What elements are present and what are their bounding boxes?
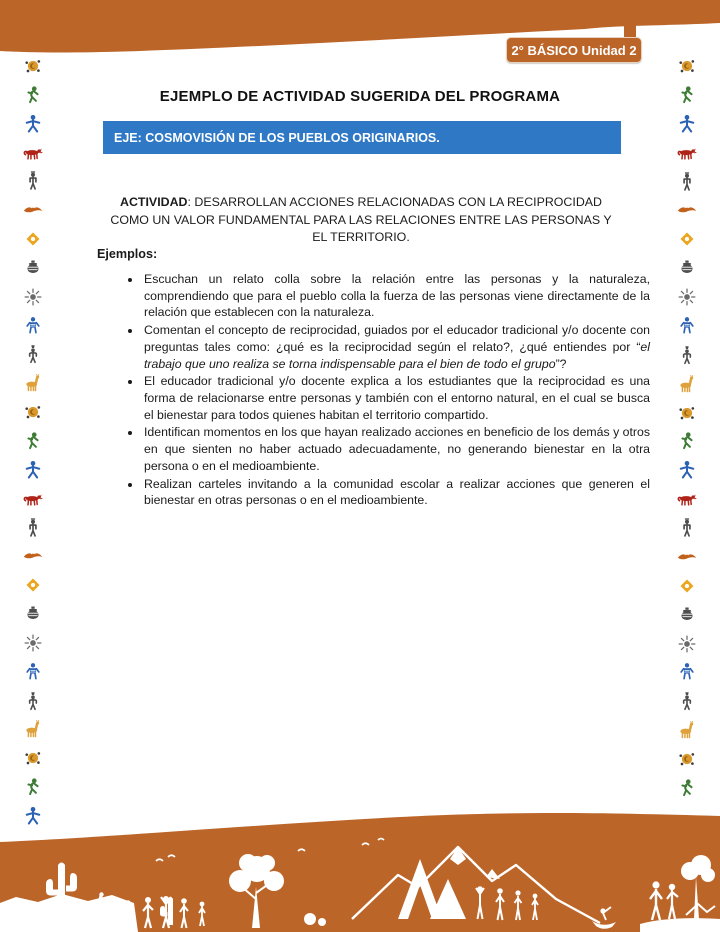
llama-icon bbox=[23, 719, 43, 739]
blue-mask-figure-icon bbox=[677, 662, 697, 682]
sun-symbol-icon bbox=[23, 56, 43, 76]
standing-person-icon bbox=[23, 518, 43, 538]
blue-figure-icon bbox=[677, 460, 697, 480]
sun-rays-icon bbox=[677, 287, 697, 307]
llama-icon bbox=[677, 720, 697, 740]
diamond-flower-icon bbox=[677, 576, 697, 596]
example-bullet: • Identifican momentos en los que hayan realizado acciones en beneficio de los demás y otros en que sienten no haber actuado adecuadamente, no generando bienestar en la otra persona o en el medioambiente. bbox=[142, 424, 650, 474]
blue-figure-icon bbox=[677, 114, 697, 134]
sun-rays-icon bbox=[23, 287, 43, 307]
person-with-jar-icon bbox=[677, 691, 697, 711]
eje-banner: EJE: COSMOVISIÓN DE LOS PUEBLOS ORIGINARIOS. bbox=[103, 121, 621, 154]
diamond-flower-icon bbox=[23, 229, 43, 249]
green-dancer-icon bbox=[23, 777, 43, 797]
rocks-silhouette bbox=[0, 894, 138, 932]
sun-symbol-icon bbox=[23, 402, 43, 422]
green-dancer-icon bbox=[23, 431, 43, 451]
sun-rays-icon bbox=[677, 634, 697, 654]
page-title: EJEMPLO DE ACTIVIDAD SUGERIDA DEL PROGRAMA bbox=[159, 88, 561, 105]
red-fox-icon bbox=[23, 143, 43, 163]
example-bullet: • El educador tradicional y/o docente explica a los estudiantes que la reciprocidad es una forma de relacionarse entre personas y también con el entorno natural, en el cual se busca el bienestar para todos quienes habitan el territorio compartido. bbox=[142, 373, 650, 423]
sun-symbol-icon bbox=[677, 56, 697, 76]
activity-heading bbox=[104, 194, 618, 247]
ceramic-pot-icon bbox=[677, 605, 697, 625]
blue-figure-icon bbox=[23, 460, 43, 480]
green-dancer-icon bbox=[677, 431, 697, 451]
green-dancer-icon bbox=[23, 85, 43, 105]
ceramic-pot-icon bbox=[23, 258, 43, 278]
standing-person-icon bbox=[677, 172, 697, 192]
examples-bullet-list bbox=[115, 271, 650, 510]
green-dancer-icon bbox=[677, 85, 697, 105]
ceramic-pot-icon bbox=[23, 604, 43, 624]
llama-icon bbox=[23, 373, 43, 393]
condor-icon bbox=[677, 200, 697, 220]
example-bullet: • Escuchan un relato colla sobre la relación entre las personas y la naturaleza, comprendiendo que para el pueblo colla la fuerza de las personas viene directamente de la relación que establecen con la naturaleza. bbox=[142, 271, 650, 321]
ceramic-pot-icon bbox=[677, 258, 697, 278]
activity-label: ACTIVIDAD bbox=[120, 195, 188, 209]
standing-person-icon bbox=[23, 171, 43, 191]
blue-mask-figure-icon bbox=[677, 316, 697, 336]
example-bullet: • Comentan el concepto de reciprocidad, guiados por el educador tradicional y/o docente con preguntas tales como: ¿qué es la reciprocidad según el relato?, ¿qué entiendes por “el trabajo que uno realiza se torna indispensable para el bien de todo el grupo”? bbox=[142, 322, 650, 372]
sun-symbol-icon bbox=[677, 403, 697, 423]
blue-mask-figure-icon bbox=[23, 316, 43, 336]
left-pictograph-column bbox=[15, 56, 51, 826]
red-fox-icon bbox=[23, 489, 43, 509]
sun-symbol-icon bbox=[23, 748, 43, 768]
red-fox-icon bbox=[677, 489, 697, 509]
diamond-flower-icon bbox=[677, 229, 697, 249]
standing-person-icon bbox=[677, 518, 697, 538]
examples-label: Ejemplos: bbox=[97, 247, 158, 261]
unit-badge: 2° BÁSICO Unidad 2 bbox=[506, 37, 642, 63]
example-bullet: • Realizan carteles invitando a la comunidad escolar a realizar acciones que generen el bienestar en otras personas o en el medioambiente. bbox=[142, 476, 650, 509]
person-with-jar-icon bbox=[23, 344, 43, 364]
llama-icon bbox=[677, 374, 697, 394]
condor-icon bbox=[23, 200, 43, 220]
red-fox-icon bbox=[677, 143, 697, 163]
condor-icon bbox=[23, 546, 43, 566]
blue-figure-icon bbox=[23, 114, 43, 134]
landscape-silhouette-footer bbox=[0, 807, 720, 932]
sun-rays-icon bbox=[23, 633, 43, 653]
diamond-flower-icon bbox=[23, 575, 43, 595]
right-pictograph-column bbox=[669, 56, 705, 798]
blue-mask-figure-icon bbox=[23, 662, 43, 682]
activity-text: : DESARROLLAN ACCIONES RELACIONADAS CON LA RECIPROCIDAD COMO UN VALOR FUNDAMENTAL PARA LAS RELACIONES ENTRE LAS PERSONAS Y EL TERRITORIO. bbox=[110, 195, 612, 245]
green-dancer-icon bbox=[677, 778, 697, 798]
person-with-jar-icon bbox=[677, 345, 697, 365]
condor-icon bbox=[677, 547, 697, 567]
sun-symbol-icon bbox=[677, 749, 697, 769]
person-with-jar-icon bbox=[23, 691, 43, 711]
